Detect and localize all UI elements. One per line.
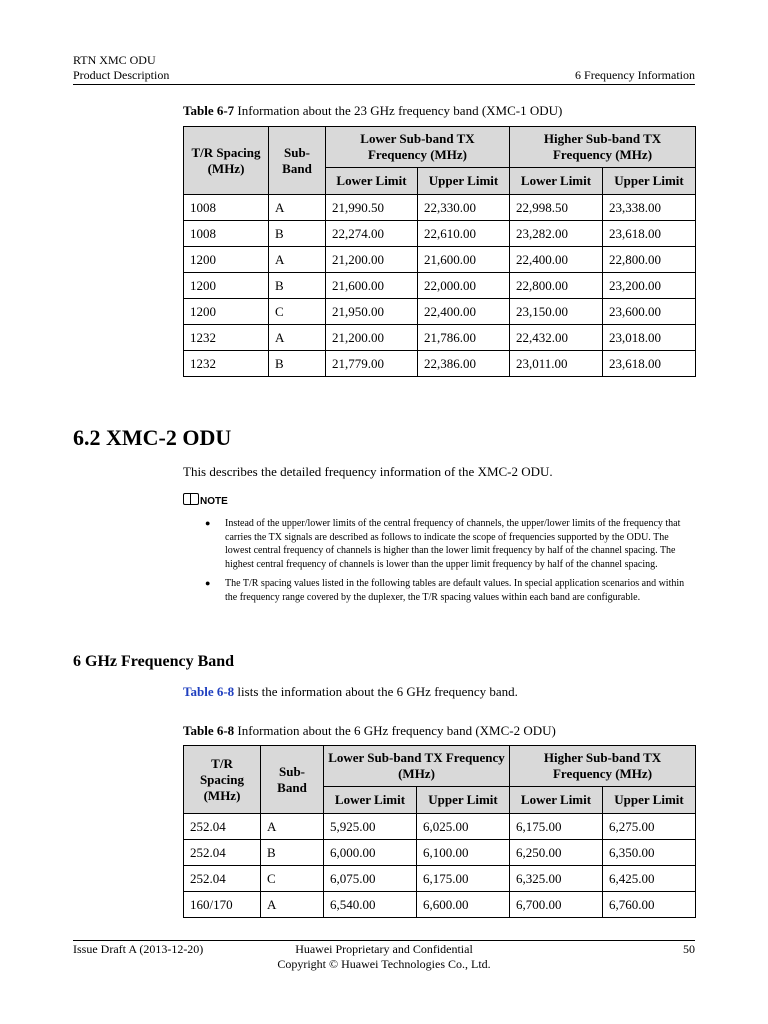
confidential-notice: Huawei Proprietary and Confidential [295, 942, 473, 956]
table-cell: A [261, 892, 324, 918]
header-lower-subband: Lower Sub-band TX Frequency (MHz) [326, 127, 510, 168]
table-cell: 22,330.00 [418, 195, 510, 221]
table-cell: 252.04 [184, 840, 261, 866]
footer-center [184, 942, 584, 972]
header-tr-spacing: T/R Spacing (MHz) [184, 127, 269, 195]
table-cell: 1232 [184, 351, 269, 377]
table-cell: 21,600.00 [326, 273, 418, 299]
table-cell: B [269, 273, 326, 299]
table-cell: 22,386.00 [418, 351, 510, 377]
table-cell: A [269, 247, 326, 273]
product-name: RTN XMC ODU [73, 53, 156, 67]
table-cell: 6,100.00 [417, 840, 510, 866]
table-cell: 22,432.00 [510, 325, 603, 351]
table-row [184, 892, 696, 918]
table-cell: 1232 [184, 325, 269, 351]
table-cell: A [261, 814, 324, 840]
table-cell: 1200 [184, 299, 269, 325]
table-cell: B [269, 351, 326, 377]
book-icon [183, 493, 199, 505]
subsection-title: 6 GHz Frequency Band [73, 653, 235, 670]
note-label-text: NOTE [200, 496, 228, 507]
table-cell: 6,325.00 [510, 866, 603, 892]
header-higher-subband: Higher Sub-band TX Frequency (MHz) [510, 127, 696, 168]
table-cell: 23,011.00 [510, 351, 603, 377]
chapter-title: 6 Frequency Information [575, 68, 695, 82]
table-cell: 6,540.00 [324, 892, 417, 918]
header-lower-limit: Lower Limit [510, 168, 603, 195]
table-cell: 21,786.00 [418, 325, 510, 351]
table-row [184, 195, 696, 221]
header-lower-limit: Lower Limit [510, 787, 603, 814]
header-tr-spacing: T/R Spacing (MHz) [184, 746, 261, 814]
table-6-7 [183, 126, 696, 377]
table-cell: 22,998.50 [510, 195, 603, 221]
table-cell: 22,400.00 [418, 299, 510, 325]
table-cell: 23,618.00 [603, 351, 696, 377]
table-cell: A [269, 325, 326, 351]
table-cell: 21,990.50 [326, 195, 418, 221]
table-6-8-caption-text: Information about the 6 GHz frequency band (XMC-2 ODU) [234, 723, 556, 738]
table-cell: B [261, 840, 324, 866]
table-row [184, 273, 696, 299]
table-6-7-label: Table 6-7 [183, 103, 235, 118]
table-cell: 21,200.00 [326, 325, 418, 351]
header-divider [73, 84, 695, 85]
table-cell: 22,274.00 [326, 221, 418, 247]
header-subband: Sub-Band [261, 746, 324, 814]
reference-text: lists the information about the 6 GHz frequency band. [234, 684, 518, 699]
footer-divider [73, 940, 695, 941]
header-upper-limit: Upper Limit [418, 168, 510, 195]
note-item: ● The T/R spacing values listed in the following tables are default values. In special application scenarios and within the frequency range covered by the duplexer, the T/R spacing values within each band are configurable. [205, 577, 695, 604]
table-cell: 22,000.00 [418, 273, 510, 299]
table-cell: 1200 [184, 273, 269, 299]
table-cell: 23,282.00 [510, 221, 603, 247]
table-cell: 1008 [184, 221, 269, 247]
table-cell: 6,025.00 [417, 814, 510, 840]
header-lower-subband: Lower Sub-band TX Frequency (MHz) [324, 746, 510, 787]
table-cell: 21,200.00 [326, 247, 418, 273]
table-cell: 23,018.00 [603, 325, 696, 351]
table-cell: C [269, 299, 326, 325]
table-cell: 6,175.00 [417, 866, 510, 892]
table-cell: 23,600.00 [603, 299, 696, 325]
table-cell: 6,175.00 [510, 814, 603, 840]
table-cell: 6,075.00 [324, 866, 417, 892]
table-cell: 6,350.00 [603, 840, 696, 866]
table-cell: 21,779.00 [326, 351, 418, 377]
table-cell: 23,200.00 [603, 273, 696, 299]
table-cell: 5,925.00 [324, 814, 417, 840]
table-cell: 160/170 [184, 892, 261, 918]
table-cell: 6,760.00 [603, 892, 696, 918]
table-cell: 23,150.00 [510, 299, 603, 325]
table-cell: B [269, 221, 326, 247]
table-cell: 6,275.00 [603, 814, 696, 840]
table-cell: 1200 [184, 247, 269, 273]
section-title: 6.2 XMC-2 ODU [73, 425, 232, 450]
table-6-8-link[interactable]: Table 6-8 [183, 684, 235, 699]
issue-info: Issue Draft A (2013-12-20) [73, 942, 204, 956]
table-cell: A [269, 195, 326, 221]
table-6-8-caption [183, 723, 556, 739]
table-row [184, 325, 696, 351]
table-cell: 6,000.00 [324, 840, 417, 866]
header-subband: Sub-Band [269, 127, 326, 195]
reference-line [183, 684, 518, 700]
table-cell: 1008 [184, 195, 269, 221]
table-cell: 252.04 [184, 866, 261, 892]
table-row [184, 866, 696, 892]
header-upper-limit: Upper Limit [417, 787, 510, 814]
table-6-8 [183, 745, 696, 918]
table-cell: 6,600.00 [417, 892, 510, 918]
table-cell: C [261, 866, 324, 892]
table-6-7-caption [183, 103, 562, 119]
table-cell: 23,618.00 [603, 221, 696, 247]
table-row [184, 247, 696, 273]
header-upper-limit: Upper Limit [603, 168, 696, 195]
table-cell: 6,250.00 [510, 840, 603, 866]
header-lower-limit: Lower Limit [326, 168, 418, 195]
table-6-7-caption-text: Information about the 23 GHz frequency band (XMC-1 ODU) [234, 103, 563, 118]
header-higher-subband: Higher Sub-band TX Frequency (MHz) [510, 746, 696, 787]
note-item: ● Instead of the upper/lower limits of the central frequency of channels, the upper/lower limits of the frequency that carries the TX signals are described as follows to indicate the scope of frequencies supported by the ODU. The lowest central frequency of channels is higher than the lower limit frequency by half of the channel spacing. The highest central frequency of channels is lower than the upper limit frequency by half of the channel spacing. [205, 517, 695, 571]
page-number: 50 [683, 942, 695, 956]
table-cell: 252.04 [184, 814, 261, 840]
table-cell: 22,610.00 [418, 221, 510, 247]
table-cell: 21,600.00 [418, 247, 510, 273]
document-type: Product Description [73, 68, 170, 82]
table-row [184, 840, 696, 866]
table-row [184, 299, 696, 325]
note-list [205, 517, 695, 604]
table-cell: 23,338.00 [603, 195, 696, 221]
header-lower-limit: Lower Limit [324, 787, 417, 814]
table-row [184, 351, 696, 377]
table-cell: 22,400.00 [510, 247, 603, 273]
table-cell: 21,950.00 [326, 299, 418, 325]
table-row [184, 221, 696, 247]
table-cell: 22,800.00 [510, 273, 603, 299]
section-intro: This describes the detailed frequency information of the XMC-2 ODU. [183, 464, 553, 479]
table-cell: 6,425.00 [603, 866, 696, 892]
table-6-8-label: Table 6-8 [183, 723, 235, 738]
header-upper-limit: Upper Limit [603, 787, 696, 814]
page-header-left [73, 53, 169, 83]
table-cell: 22,800.00 [603, 247, 696, 273]
table-cell: 6,700.00 [510, 892, 603, 918]
table-row [184, 814, 696, 840]
copyright-notice: Copyright © Huawei Technologies Co., Ltd. [277, 957, 491, 971]
note-label [183, 493, 228, 507]
